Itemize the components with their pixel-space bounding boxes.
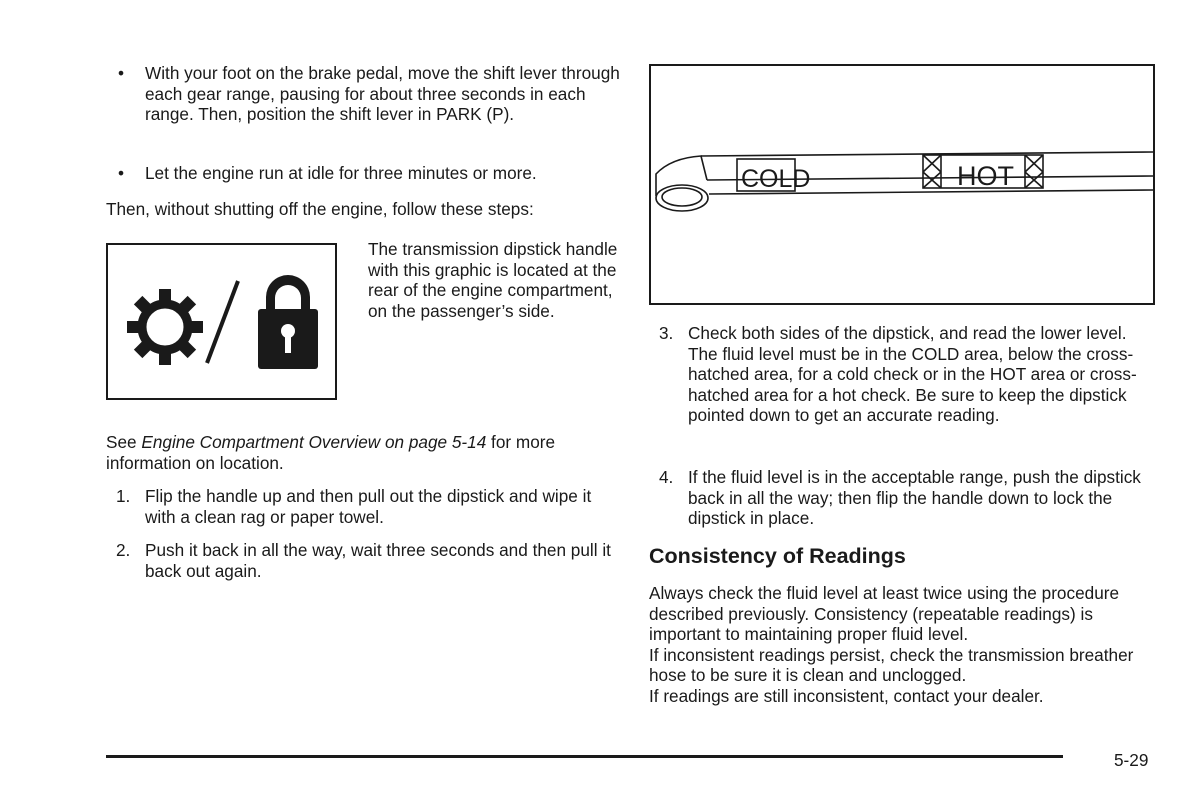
dipstick-handle-graphic bbox=[106, 243, 337, 400]
step-number: 2. bbox=[116, 540, 131, 560]
paragraph-text: If inconsistent readings persist, check the transmission breather hose to be sure it is clean and unclogged. bbox=[649, 644, 1134, 686]
step-number: 1. bbox=[116, 486, 131, 506]
step-number: 4. bbox=[659, 467, 674, 487]
step-text: If the fluid level is in the acceptable range, push the dipstick back in all the way; then flip the handle down to lock the dipstick in place. bbox=[688, 467, 1141, 529]
cold-label: COLD bbox=[741, 165, 811, 193]
step-item bbox=[649, 467, 1159, 529]
intro-steps-text: Then, without shutting off the engine, follow these steps: bbox=[106, 199, 534, 219]
bullet-text: With your foot on the brake pedal, move the shift lever through each gear range, pausing for about three seconds in each range. Then, position the shift lever in PARK (P). bbox=[145, 63, 620, 125]
see-prefix: See bbox=[106, 432, 142, 452]
footer-rule bbox=[106, 755, 1063, 758]
step-item bbox=[649, 323, 1159, 426]
step-text: Push it back in all the way, wait three seconds and then pull it back out again. bbox=[145, 540, 611, 581]
cross-reference-link[interactable]: Engine Compartment Overview on page 5-14 bbox=[141, 432, 487, 452]
step-text: Check both sides of the dipstick, and read the lower level. The fluid level must be in the COLD area, below the cross-hatched area, for a cold check or in the HOT area or cross-hatched area for a hot check. Be sure to keep the dipstick pointed down to get an accurate reading. bbox=[688, 323, 1137, 426]
step-item bbox=[106, 540, 626, 581]
step-number: 3. bbox=[659, 323, 674, 343]
see-suffix: for more information on location. bbox=[106, 432, 556, 473]
hot-label: HOT bbox=[957, 161, 1014, 191]
see-reference bbox=[106, 432, 626, 473]
bullet-item bbox=[108, 63, 620, 125]
dipstick-location-text: The transmission dipstick handle with this graphic is located at the rear of the engine compartment, on the passenger’s side. bbox=[368, 239, 618, 321]
gear-lock-icon bbox=[108, 245, 335, 398]
bullet-text: Let the engine run at idle for three minutes or more. bbox=[145, 163, 537, 183]
dipstick-diagram bbox=[651, 66, 1153, 303]
consistency-paragraph bbox=[649, 583, 1159, 707]
page-number: 5-29 bbox=[1114, 750, 1149, 770]
bullet-item bbox=[108, 163, 620, 184]
bullet-symbol: • bbox=[118, 163, 125, 183]
section-heading: Consistency of Readings bbox=[649, 544, 906, 568]
paragraph-text: Always check the fluid level at least twice using the procedure described previously. Consistency (repeatable readings) is important to maintaining proper fluid level. bbox=[649, 583, 1120, 645]
step-text: Flip the handle up and then pull out the dipstick and wipe it with a clean rag or paper towel. bbox=[145, 486, 592, 527]
dipstick-illustration bbox=[649, 64, 1155, 305]
paragraph-text: If readings are still inconsistent, contact your dealer. bbox=[649, 685, 1044, 706]
step-item bbox=[106, 486, 626, 527]
bullet-symbol: • bbox=[118, 63, 125, 83]
